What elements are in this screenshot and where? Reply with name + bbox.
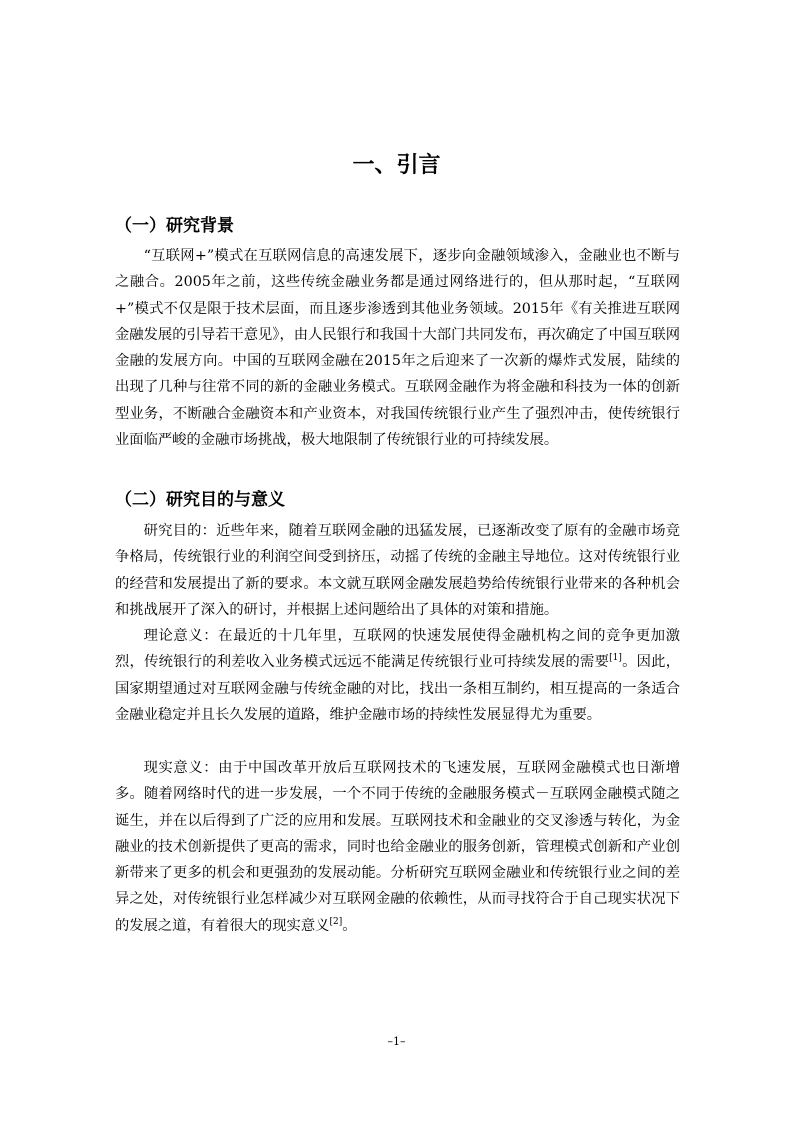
- paragraph-theoretical-significance: [115, 623, 680, 728]
- section-heading-purpose-significance: （二）研究目的与意义: [115, 490, 285, 510]
- chapter-title: 一、引言: [352, 153, 441, 178]
- paragraph-text: 现实意义：由于中国改革开放后互联网技术的飞速发展，互联网金融模式也日渐增多。随着网络时代的进一步发展，一个不同于传统的金融服务模式－互联网金融模式随之诞生，并在以后得到了广泛的应用和发展。互联网技术和金融业的交叉渗透与转化，为金融业的技术创新提供了更高的需求，同时也给金融业的服务创新，管理模式创新和产业创新带来了更多的机会和更强劲的发展动能。分析研究互联网金融业和传统银行业之间的差异之处，对传统银行业怎样减少对互联网金融的依赖性，从而寻找符合于自己现实状况下的发展之道，有着很大的现实意义: [115, 760, 680, 934]
- citation-marker: [2]: [329, 917, 343, 928]
- paragraph-text: “互联网+”模式在互联网信息的高速发展下，逐步向金融领域渗入，金融业也不断与之融合。2005年之前，这些传统金融业务都是通过网络进行的，但从那时起，“互联网+”模式不仅是限于技术层面，而且逐步渗透到其他业务领域。2015年《有关推进互联网金融发展的引导若干意见》，由人民银行和我国十大部门共同发布，再次确定了中国互联网金融的发展方向。中国的互联网金融在2015年之后迎来了一次新的爆炸式发展，陆续的出现了几种与往常不同的新的金融业务模式。互联网金融作为将金融和科技为一体的创新型业务，不断融合金融资本和产业资本，对我国传统银行业产生了强烈冲击，使传统银行业面临严峻的金融市场挑战，极大地限制了传统银行业的可持续发展。: [115, 248, 680, 449]
- paragraph-text: 研究目的：近些年来，随着互联网金融的迅猛发展，已逐渐改变了原有的金融市场竞争格局，传统银行业的利润空间受到挤压，动摇了传统的金融主导地位。这对传统银行业的经营和发展提出了新的要求。本文就互联网金融发展趋势给传统银行业带来的各种机会和挑战展开了深入的研讨，并根据上述问题给出了具体的对策和措施。: [115, 523, 680, 618]
- page-number: –1–: [387, 1035, 406, 1048]
- paragraph-text: 。: [342, 917, 357, 934]
- paragraph-practical-significance: [115, 755, 680, 939]
- paragraph-research-purpose: [115, 518, 680, 623]
- citation-marker: [1]: [609, 653, 622, 664]
- paragraph-text: 。因此，国家期望通过对互联网金融与传统金融的对比，找出一条相互制约，相互提高的一条适合金融业稳定并且长久发展的道路，维护金融市场的持续性发展显得尤为重要。: [115, 654, 681, 723]
- section-heading-background: （一）研究背景: [115, 216, 234, 236]
- paragraph-background: [115, 243, 680, 453]
- paragraph-text: 理论意义：在最近的十几年里，互联网的快速发展使得金融机构之间的竞争更加激烈，传统银行的利差收入业务模式远远不能满足传统银行业可持续发展的需要: [115, 628, 680, 671]
